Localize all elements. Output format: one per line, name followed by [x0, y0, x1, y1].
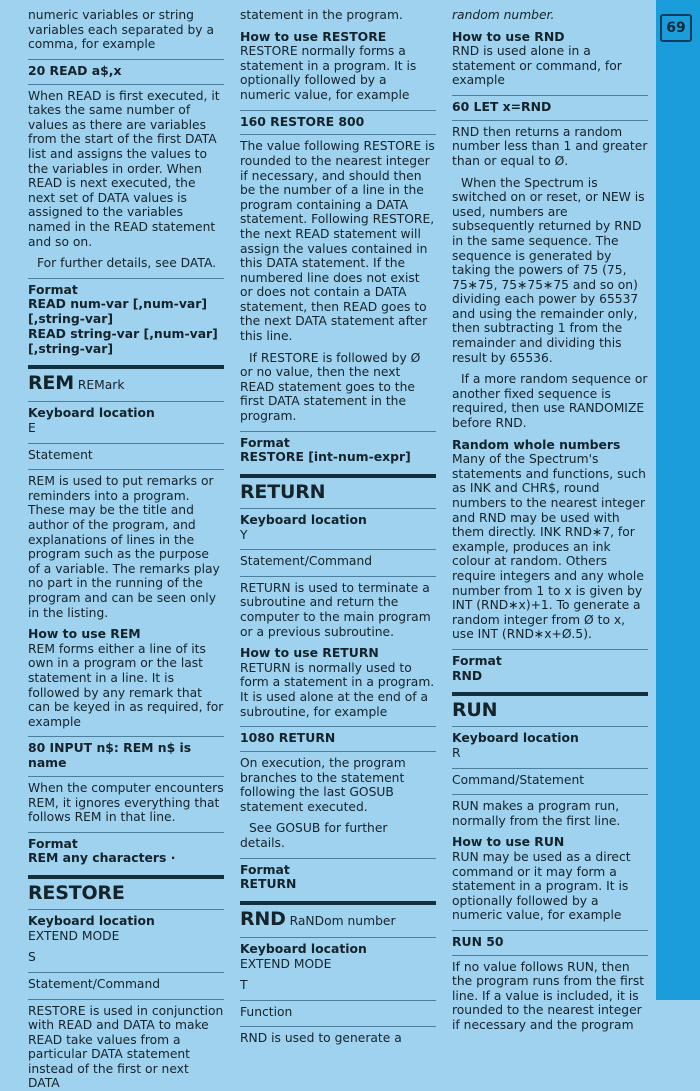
divider	[240, 549, 436, 550]
divider	[240, 431, 436, 432]
code-line: 160 RESTORE 800	[240, 115, 436, 130]
code-line: REM any characters ·	[28, 851, 224, 866]
section-heading: Format	[28, 283, 224, 298]
section-heading: How to use REM	[28, 627, 224, 642]
paragraph: E	[28, 421, 224, 436]
divider	[28, 736, 224, 737]
entry-title	[28, 372, 224, 396]
paragraph: RND then returns a random number less than 1 and greater than or equal to Ø.	[452, 125, 648, 169]
paragraph: When the computer encounters REM, it ignores everything that follows REM in that line.	[28, 781, 224, 825]
column-3	[452, 8, 648, 992]
section-heading: Keyboard location	[28, 406, 224, 421]
divider	[240, 858, 436, 859]
paragraph: numeric variables or string variables each separated by a comma, for example	[28, 8, 224, 52]
paragraph: When READ is first executed, it takes the same number of values as there are variables from the start of the first DATA list and assigns the values to the variables in order. When READ is next executed, the next set of DATA values is assigned to the variables named in the READ statement and so on.	[28, 89, 224, 250]
code-line: READ string-var [,num-var] [,string-var]	[28, 327, 224, 357]
paragraph: On execution, the program branches to the statement following the last GOSUB statement executed.	[240, 756, 436, 814]
section-heading: Keyboard location	[240, 513, 436, 528]
code-line: RESTORE [int-num-expr]	[240, 450, 436, 465]
page-columns	[28, 8, 648, 992]
section-divider	[240, 901, 436, 905]
paragraph: Statement	[28, 448, 224, 463]
section-heading: How to use RESTORE	[240, 30, 436, 45]
code-line: 1080 RETURN	[240, 731, 436, 746]
divider	[240, 751, 436, 752]
paragraph: statement in the program.	[240, 8, 436, 23]
section-heading: Random whole numbers	[452, 438, 648, 453]
section-heading: Format	[240, 863, 436, 878]
entry-title-text: RUN	[452, 699, 497, 721]
paragraph: If no value follows RUN, then the program runs from the first line. If a value is included, it is rounded to the nearest integer if necessary and the program	[452, 960, 648, 1033]
entry-title-text: RESTORE	[28, 882, 125, 904]
divider	[452, 794, 648, 795]
section-heading: Format	[28, 837, 224, 852]
divider	[28, 776, 224, 777]
entry-title-subtitle: REMark	[74, 378, 125, 392]
section-divider	[28, 365, 224, 369]
paragraph: If a more random sequence or another fixed sequence is required, then use RANDOMIZE before RND.	[452, 372, 648, 430]
divider	[28, 401, 224, 402]
paragraph: R	[452, 746, 648, 761]
column-2	[240, 8, 436, 992]
divider	[28, 469, 224, 470]
code-line: RND	[452, 669, 648, 684]
divider	[28, 972, 224, 973]
section-heading: Format	[452, 654, 648, 669]
divider	[452, 95, 648, 96]
entry-title-text: RND	[240, 908, 286, 930]
paragraph: Command/Statement	[452, 773, 648, 788]
divider	[28, 84, 224, 85]
code-line: RETURN	[240, 877, 436, 892]
paragraph: T	[240, 978, 436, 993]
page-edge-bar	[656, 0, 700, 1000]
paragraph: RUN may be used as a direct command or it may form a statement in a program. It is optionally followed by a numeric value, for example	[452, 850, 648, 923]
paragraph: Many of the Spectrum's statements and functions, such as INK and CHR$, round numbers to the nearest integer and RND may be used with them directly. INK RND∗7, for example, produces an ink colour at random. Others require integers and any whole number from 1 to x is given by INT (RND∗x)+1. To generate a random integer from Ø to x, use INT (RND∗x+Ø.5).	[452, 452, 648, 642]
paragraph: REM forms either a line of its own in a program or the last statement in a line. It is followed by any remark that can be keyed in as required, for example	[28, 642, 224, 730]
paragraph: RND is used alone in a statement or command, for example	[452, 44, 648, 88]
code-line: 20 READ a$,x	[28, 64, 224, 79]
divider	[240, 937, 436, 938]
divider	[240, 726, 436, 727]
divider	[240, 1026, 436, 1027]
divider	[28, 443, 224, 444]
page-number: 69	[660, 14, 692, 42]
paragraph: Y	[240, 528, 436, 543]
entry-title	[240, 481, 436, 503]
divider	[28, 999, 224, 1000]
divider	[240, 508, 436, 509]
paragraph: EXTEND MODE	[240, 957, 436, 972]
code-line: RUN 50	[452, 935, 648, 950]
section-divider	[240, 474, 436, 478]
section-heading: How to use RETURN	[240, 646, 436, 661]
paragraph: If RESTORE is followed by Ø or no value, then the next READ statement goes to the first DATA statement in the program.	[240, 351, 436, 424]
paragraph: Function	[240, 1005, 436, 1020]
paragraph: REM is used to put remarks or reminders into a program. These may be the title and author of the program, and explanations of lines in the program such as the purpose of a variable. The remarks play no part in the running of the program and can be seen only in the listing.	[28, 474, 224, 620]
section-heading: How to use RUN	[452, 835, 648, 850]
code-line: 60 LET x=RND	[452, 100, 648, 115]
divider	[452, 930, 648, 931]
section-heading: Keyboard location	[28, 914, 224, 929]
entry-title-subtitle: RaNDom number	[286, 914, 396, 928]
divider	[28, 832, 224, 833]
paragraph: RESTORE normally forms a statement in a program. It is optionally followed by a numeric value, for example	[240, 44, 436, 102]
paragraph: Statement/Command	[28, 977, 224, 992]
divider	[452, 768, 648, 769]
divider	[28, 909, 224, 910]
paragraph: RETURN is used to terminate a subroutine and return the computer to the main program or a previous subroutine.	[240, 581, 436, 639]
divider	[452, 726, 648, 727]
entry-title	[452, 699, 648, 721]
paragraph: random number.	[452, 8, 648, 23]
section-heading: Keyboard location	[452, 731, 648, 746]
divider	[240, 134, 436, 135]
entry-title	[28, 882, 224, 904]
paragraph: For further details, see DATA.	[28, 256, 224, 271]
entry-title	[240, 908, 436, 932]
divider	[28, 59, 224, 60]
paragraph: RND is used to generate a	[240, 1031, 436, 1046]
divider	[452, 955, 648, 956]
paragraph: RETURN is normally used to form a statement in a program. It is used alone at the end of a subroutine, for example	[240, 661, 436, 719]
divider	[452, 120, 648, 121]
section-heading: Keyboard location	[240, 942, 436, 957]
entry-title-text: REM	[28, 372, 74, 394]
paragraph: S	[28, 950, 224, 965]
paragraph: RUN makes a program run, normally from the first line.	[452, 799, 648, 828]
paragraph: Statement/Command	[240, 554, 436, 569]
paragraph: RESTORE is used in conjunction with READ and DATA to make READ take values from a particular DATA statement instead of the first or next DATA	[28, 1004, 224, 1091]
paragraph: The value following RESTORE is rounded to the nearest integer if necessary, and should then be the number of a line in the program containing a DATA statement. Following RESTORE, the next READ statement will assign the values contained in this DATA statement. If the numbered line does not exist or does not contain a DATA statement, then READ goes to the next DATA statement after this line.	[240, 139, 436, 343]
paragraph: EXTEND MODE	[28, 929, 224, 944]
section-divider	[452, 692, 648, 696]
section-divider	[28, 875, 224, 879]
code-line: READ num-var [,num-var] [,string-var]	[28, 297, 224, 327]
section-heading: How to use RND	[452, 30, 648, 45]
divider	[28, 278, 224, 279]
divider	[452, 649, 648, 650]
paragraph: When the Spectrum is switched on or reset, or NEW is used, numbers are subsequently returned by RND in the same sequence. The sequence is generated by taking the powers of 75 (75, 75∗75, 75∗75∗75 and so on) dividing each power by 65537 and using the remainder only, then subtracting 1 from the remainder and dividing this result by 65536.	[452, 176, 648, 366]
column-1	[28, 8, 224, 992]
paragraph: See GOSUB for further details.	[240, 821, 436, 850]
divider	[240, 110, 436, 111]
section-heading: Format	[240, 436, 436, 451]
divider	[240, 576, 436, 577]
entry-title-text: RETURN	[240, 481, 325, 503]
code-line: 80 INPUT n$: REM n$ is name	[28, 741, 224, 771]
